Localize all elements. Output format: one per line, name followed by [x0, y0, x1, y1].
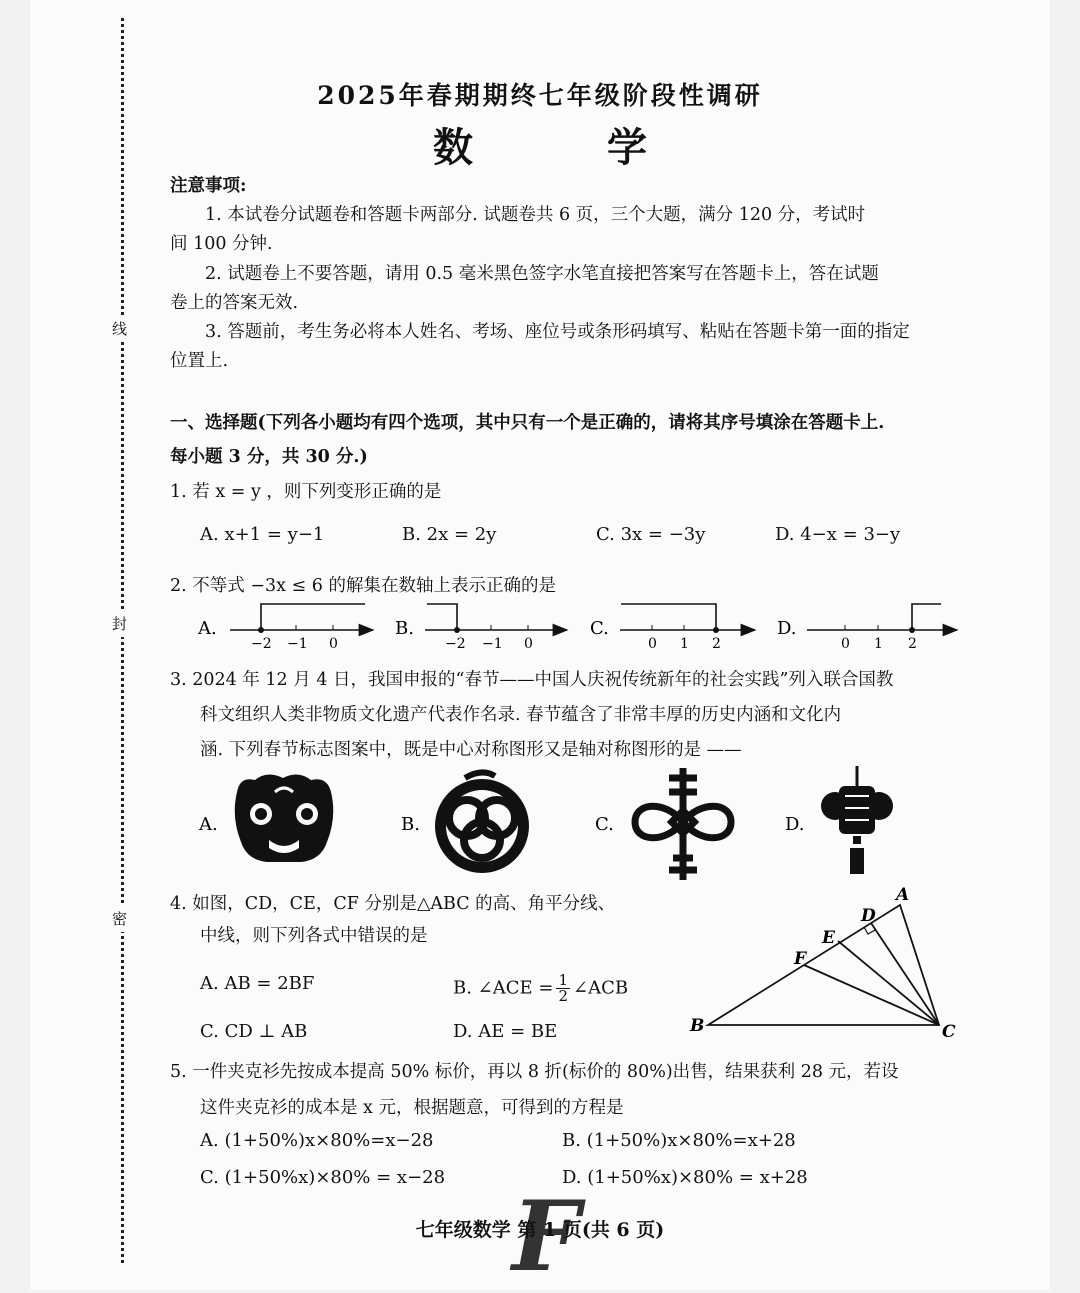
- note-1a: 1. 本试卷分试题卷和答题卡两部分. 试题卷共 6 页，三个大题，满分 120 分，考试时: [205, 205, 866, 225]
- bisector-ce: [838, 941, 939, 1025]
- chinese-knot-icon: [635, 768, 731, 880]
- section-1-heading-cont: 每小题 3 分，共 30 分.): [170, 447, 368, 467]
- snake-knot-icon: [435, 772, 529, 873]
- q5-line-2: 这件夹克衫的成本是 x 元，根据题意，可得到的方程是: [200, 1098, 624, 1118]
- q4-fraction-num: 1: [558, 971, 569, 989]
- q4-triangle-figure: [680, 885, 970, 1045]
- q4-fraction-den: 2: [558, 987, 569, 1005]
- q3-label-a: A.: [199, 814, 218, 835]
- point-b-label: B: [690, 1016, 705, 1036]
- point-c-label: C: [942, 1022, 956, 1042]
- q4-option-b-post: ∠ACB: [573, 977, 629, 999]
- note-3a: 3. 答题前，考生务必将本人姓名、考场、座位号或条形码填写、粘贴在答题卡第一面的指定: [205, 322, 910, 342]
- note-2a: 2. 试题卷上不要答题，请用 0.5 毫米黑色签字水笔直接把答案写在答题卡上，答在试题: [205, 264, 879, 284]
- q3-label-b: B.: [401, 814, 420, 835]
- q2-stem: 2. 不等式 −3x ≤ 6 的解集在数轴上表示正确的是: [170, 576, 556, 596]
- point-d-label: D: [861, 906, 876, 926]
- q2-d-tick-2: 1: [874, 636, 883, 652]
- q4-line-2: 中线，则下列各式中错误的是: [200, 926, 428, 946]
- page-footer: 七年级数学 第 1 页(共 6 页): [415, 1219, 665, 1241]
- q2-option-c: [590, 604, 755, 652]
- hanging-knot-icon: [821, 766, 893, 874]
- q2-label-b: B.: [395, 618, 414, 639]
- q2-a-tick-2: −1: [287, 636, 308, 652]
- margin-label-seal: 封: [112, 610, 127, 637]
- q2-option-d: [777, 604, 957, 652]
- q5-option-b: B. (1+50%)x×80%=x+28: [562, 1130, 796, 1151]
- q3-line-1: 3. 2024 年 12 月 4 日，我国申报的“春节——中国人庆祝传统新年的社会实践”列入联合国教: [170, 670, 894, 690]
- stamp-letter: F: [512, 1180, 581, 1293]
- section-1-heading: 一、选择题(下列各小题均有四个选项，其中只有一个是正确的，请将其序号填涂在答题卡上.: [170, 413, 885, 433]
- q3-option-c: [595, 768, 731, 880]
- q3-option-d: [785, 766, 893, 874]
- q2-c-tick-2: 1: [680, 636, 689, 652]
- q3-figures: [195, 762, 915, 882]
- q1-option-a: A. x+1 = y−1: [200, 524, 325, 545]
- q2-c-tick-1: 0: [648, 636, 657, 652]
- q2-a-tick-3: 0: [329, 636, 338, 652]
- q3-option-a: [198, 774, 333, 862]
- binding-dotted-line: [121, 18, 124, 1263]
- q3-line-2: 科文组织人类非物质文化遗产代表作名录. 春节蕴含了非常丰厚的历史内涵和文化内: [200, 705, 842, 725]
- note-2b: 卷上的答案无效.: [170, 293, 299, 313]
- q4-option-b: [453, 973, 628, 1004]
- q1-option-d: D. 4−x = 3−y: [775, 524, 901, 545]
- q2-option-a: [197, 604, 373, 652]
- q4-fraction: [556, 973, 570, 1004]
- lion-head-icon: [235, 774, 334, 862]
- q5-line-1: 5. 一件夹克衫先按成本提高 50% 标价，再以 8 折(标价的 80%)出售，结果获利 28 元，若设: [170, 1062, 899, 1082]
- q5-option-a: A. (1+50%)x×80%=x−28: [200, 1130, 434, 1151]
- q3-line-3: 涵. 下列春节标志图案中，既是中心对称图形又是轴对称图形的是 ——: [200, 740, 742, 760]
- point-a-label: A: [896, 885, 910, 905]
- q3-label-d: D.: [785, 814, 805, 835]
- q2-option-b: [395, 604, 567, 652]
- q5-option-d: D. (1+50%x)×80% = x+28: [562, 1167, 808, 1188]
- q2-d-tick-3: 2: [908, 636, 917, 652]
- note-3b: 位置上.: [170, 351, 229, 371]
- notes-heading: 注意事项:: [170, 176, 247, 196]
- q2-b-tick-1: −2: [445, 636, 466, 652]
- q2-a-tick-1: −2: [251, 636, 272, 652]
- margin-label-secret: 密: [112, 905, 127, 932]
- subject-title: 数 学: [433, 124, 707, 171]
- exam-title: 2025年春期期终七年级阶段性调研: [317, 81, 763, 110]
- q2-b-tick-2: −1: [482, 636, 503, 652]
- q2-number-lines: [195, 598, 965, 652]
- q4-option-b-pre: B. ∠ACE =: [453, 977, 554, 999]
- q4-option-d: D. AE = BE: [453, 1021, 558, 1042]
- point-e-label: E: [822, 928, 835, 948]
- q4-line-1: 4. 如图，CD，CE，CF 分别是△ABC 的高、角平分线、: [170, 894, 616, 914]
- q4-option-a: A. AB = 2BF: [200, 973, 315, 994]
- margin-label-line: 线: [112, 315, 127, 342]
- q2-label-c: C.: [590, 618, 609, 639]
- q3-label-c: C.: [595, 814, 614, 835]
- q3-option-b: [401, 772, 529, 873]
- triangle-abc: [708, 905, 939, 1025]
- note-1b: 间 100 分钟.: [170, 234, 273, 254]
- q1-option-c: C. 3x = −3y: [596, 524, 706, 545]
- q1-option-b: B. 2x = 2y: [402, 524, 497, 545]
- q1-stem: 1. 若 x = y ，则下列变形正确的是: [170, 482, 442, 502]
- q2-b-tick-3: 0: [524, 636, 533, 652]
- q5-option-c: C. (1+50%x)×80% = x−28: [200, 1167, 446, 1188]
- q4-option-c: C. CD ⊥ AB: [200, 1021, 308, 1042]
- q2-c-tick-3: 2: [712, 636, 721, 652]
- q2-d-tick-1: 0: [841, 636, 850, 652]
- point-f-label: F: [794, 949, 807, 969]
- q2-label-a: A.: [198, 618, 217, 639]
- q2-label-d: D.: [777, 618, 797, 639]
